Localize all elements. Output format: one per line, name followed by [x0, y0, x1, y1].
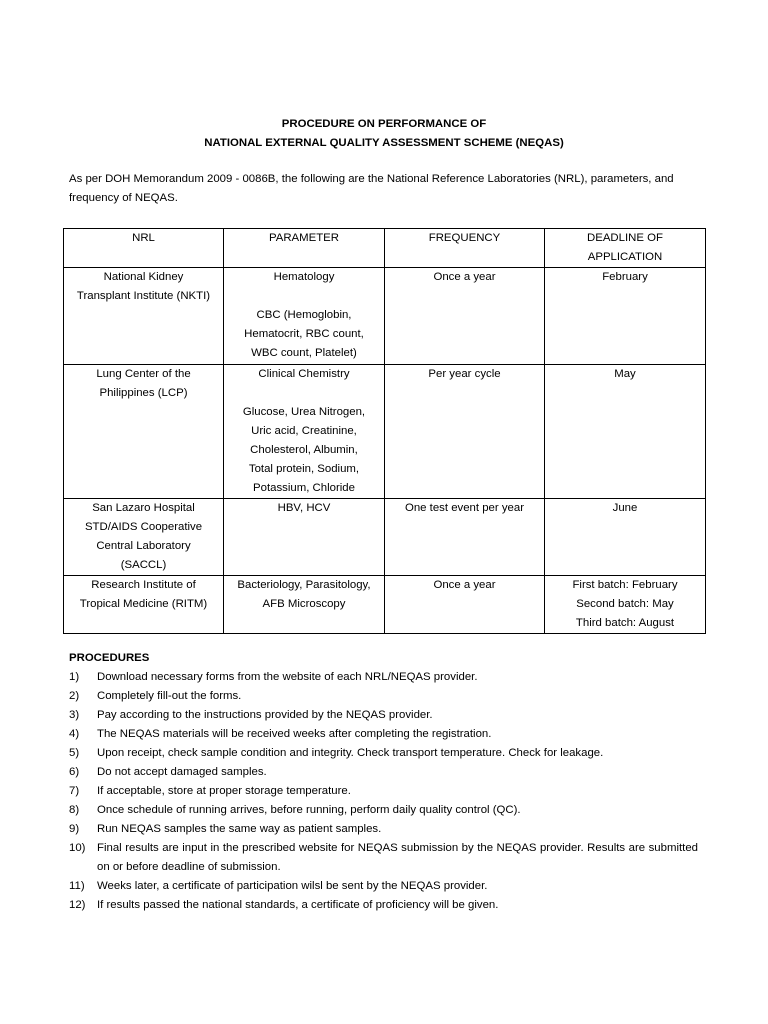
parameter-main: HBV, HCV — [277, 502, 331, 514]
cell-deadline — [545, 365, 706, 499]
cell-nrl — [64, 268, 224, 365]
table-header-row — [64, 229, 706, 268]
item-text: Download necessary forms from the website of each NRL/NEQAS provider. — [97, 671, 478, 683]
item-number: 12) — [69, 899, 86, 911]
header-deadline-line-1: DEADLINE OF — [587, 232, 663, 244]
item-text: Run NEQAS samples the same way as patient samples. — [97, 823, 382, 835]
parameter-detail-line: AFB Microscopy — [262, 598, 346, 610]
item-number: 4) — [69, 728, 80, 740]
list-item — [69, 801, 698, 820]
nrl-line: Philippines (LCP) — [99, 387, 188, 399]
parameter-detail-line: Cholesterol, Albumin, — [250, 444, 358, 456]
item-text: Final results are input in the prescribed website for NEQAS submission by the NEQAS provider. Results are submitted on or before deadline of submission. — [97, 842, 698, 873]
list-item — [69, 877, 698, 896]
item-number: 5) — [69, 747, 80, 759]
parameter-detail-line: Uric acid, Creatinine, — [251, 425, 357, 437]
cell-nrl — [64, 576, 224, 634]
nrl-line: (SACCL) — [120, 559, 167, 571]
procedures-heading: PROCEDURES — [69, 652, 150, 664]
item-number: 1) — [69, 671, 80, 683]
cell-nrl — [64, 499, 224, 576]
item-text: The NEQAS materials will be received weeks after completing the registration. — [97, 728, 492, 740]
nrl-line: Lung Center of the — [96, 368, 191, 380]
cell-frequency: Once a year — [385, 576, 545, 634]
cell-deadline — [545, 576, 706, 634]
table-row — [64, 576, 706, 634]
item-text: If acceptable, store at proper storage temperature. — [97, 785, 351, 797]
item-number: 11) — [69, 880, 85, 892]
item-number: 8) — [69, 804, 80, 816]
header-parameter: PARAMETER — [224, 229, 385, 268]
cell-parameter — [224, 268, 385, 365]
cell-parameter — [224, 499, 385, 576]
nrl-line: Research Institute of — [91, 579, 196, 591]
item-text: Upon receipt, check sample condition and integrity. Check transport temperature. Check for leakage. — [97, 747, 604, 759]
cell-frequency: Once a year — [385, 268, 545, 365]
table-row — [64, 499, 706, 576]
list-item — [69, 839, 698, 877]
parameter-detail-line: CBC (Hemoglobin, — [256, 309, 352, 321]
parameter-detail-line: Potassium, Chloride — [253, 482, 355, 494]
item-number: 9) — [69, 823, 80, 835]
item-number: 3) — [69, 709, 80, 721]
header-frequency: FREQUENCY — [385, 229, 545, 268]
header-nrl: NRL — [64, 229, 224, 268]
title-line-2: NATIONAL EXTERNAL QUALITY ASSESSMENT SCHEME (NEQAS) — [204, 137, 564, 149]
cell-parameter — [224, 365, 385, 499]
list-item — [69, 668, 698, 687]
nrl-line: Transplant Institute (NKTI) — [76, 290, 211, 302]
item-text: If results passed the national standards, a certificate of proficiency will be given. — [97, 899, 499, 911]
list-item — [69, 706, 698, 725]
nrl-line: National Kidney — [103, 271, 184, 283]
nrl-table — [63, 228, 706, 634]
cell-deadline — [545, 268, 706, 365]
header-deadline — [545, 229, 706, 268]
item-number: 6) — [69, 766, 80, 778]
item-text: Do not accept damaged samples. — [97, 766, 267, 778]
cell-nrl — [64, 365, 224, 499]
procedures-section — [69, 649, 698, 915]
deadline-line: First batch: February — [572, 579, 678, 591]
item-number: 2) — [69, 690, 80, 702]
item-text: Weeks later, a certificate of participation wilsl be sent by the NEQAS provider. — [97, 880, 488, 892]
deadline-line: May — [614, 368, 636, 380]
item-text: Pay according to the instructions provided by the NEQAS provider. — [97, 709, 433, 721]
parameter-main: Clinical Chemistry — [258, 368, 350, 380]
list-item — [69, 744, 698, 763]
list-item — [69, 820, 698, 839]
table-row — [64, 365, 706, 499]
parameter-detail-line: Glucose, Urea Nitrogen, — [242, 406, 366, 418]
parameter-main: Bacteriology, Parasitology, — [237, 579, 371, 591]
list-item — [69, 782, 698, 801]
item-number: 10) — [69, 842, 86, 854]
deadline-line: Third batch: August — [575, 617, 675, 629]
deadline-line: Second batch: May — [576, 598, 674, 610]
table-row — [64, 268, 706, 365]
list-item — [69, 763, 698, 782]
parameter-detail-line: Total protein, Sodium, — [248, 463, 360, 475]
list-item — [69, 725, 698, 744]
nrl-line: San Lazaro Hospital — [92, 502, 195, 514]
header-deadline-line-2: APPLICATION — [587, 251, 663, 263]
list-item — [69, 896, 698, 915]
document-title — [0, 115, 768, 153]
nrl-line: STD/AIDS Cooperative — [84, 521, 203, 533]
parameter-detail-line: Hematocrit, RBC count, — [244, 328, 364, 340]
deadline-line: February — [602, 271, 648, 283]
procedures-list — [69, 668, 698, 915]
title-line-1: PROCEDURE ON PERFORMANCE OF — [281, 118, 487, 130]
cell-parameter — [224, 576, 385, 634]
intro-paragraph: As per DOH Memorandum 2009 - 0086B, the following are the National Reference Laboratories (NRL), parameters, and frequency of NEQAS. — [69, 173, 674, 204]
deadline-line: June — [612, 502, 638, 514]
cell-frequency: One test event per year — [385, 499, 545, 576]
cell-deadline — [545, 499, 706, 576]
cell-frequency: Per year cycle — [385, 365, 545, 499]
nrl-line: Tropical Medicine (RITM) — [79, 598, 208, 610]
parameter-main: Hematology — [273, 271, 335, 283]
list-item — [69, 687, 698, 706]
item-number: 7) — [69, 785, 80, 797]
parameter-detail-line: WBC count, Platelet) — [251, 347, 357, 359]
item-text: Once schedule of running arrives, before running, perform daily quality control (QC). — [97, 804, 521, 816]
item-text: Completely fill-out the forms. — [97, 690, 242, 702]
nrl-line: Central Laboratory — [96, 540, 191, 552]
